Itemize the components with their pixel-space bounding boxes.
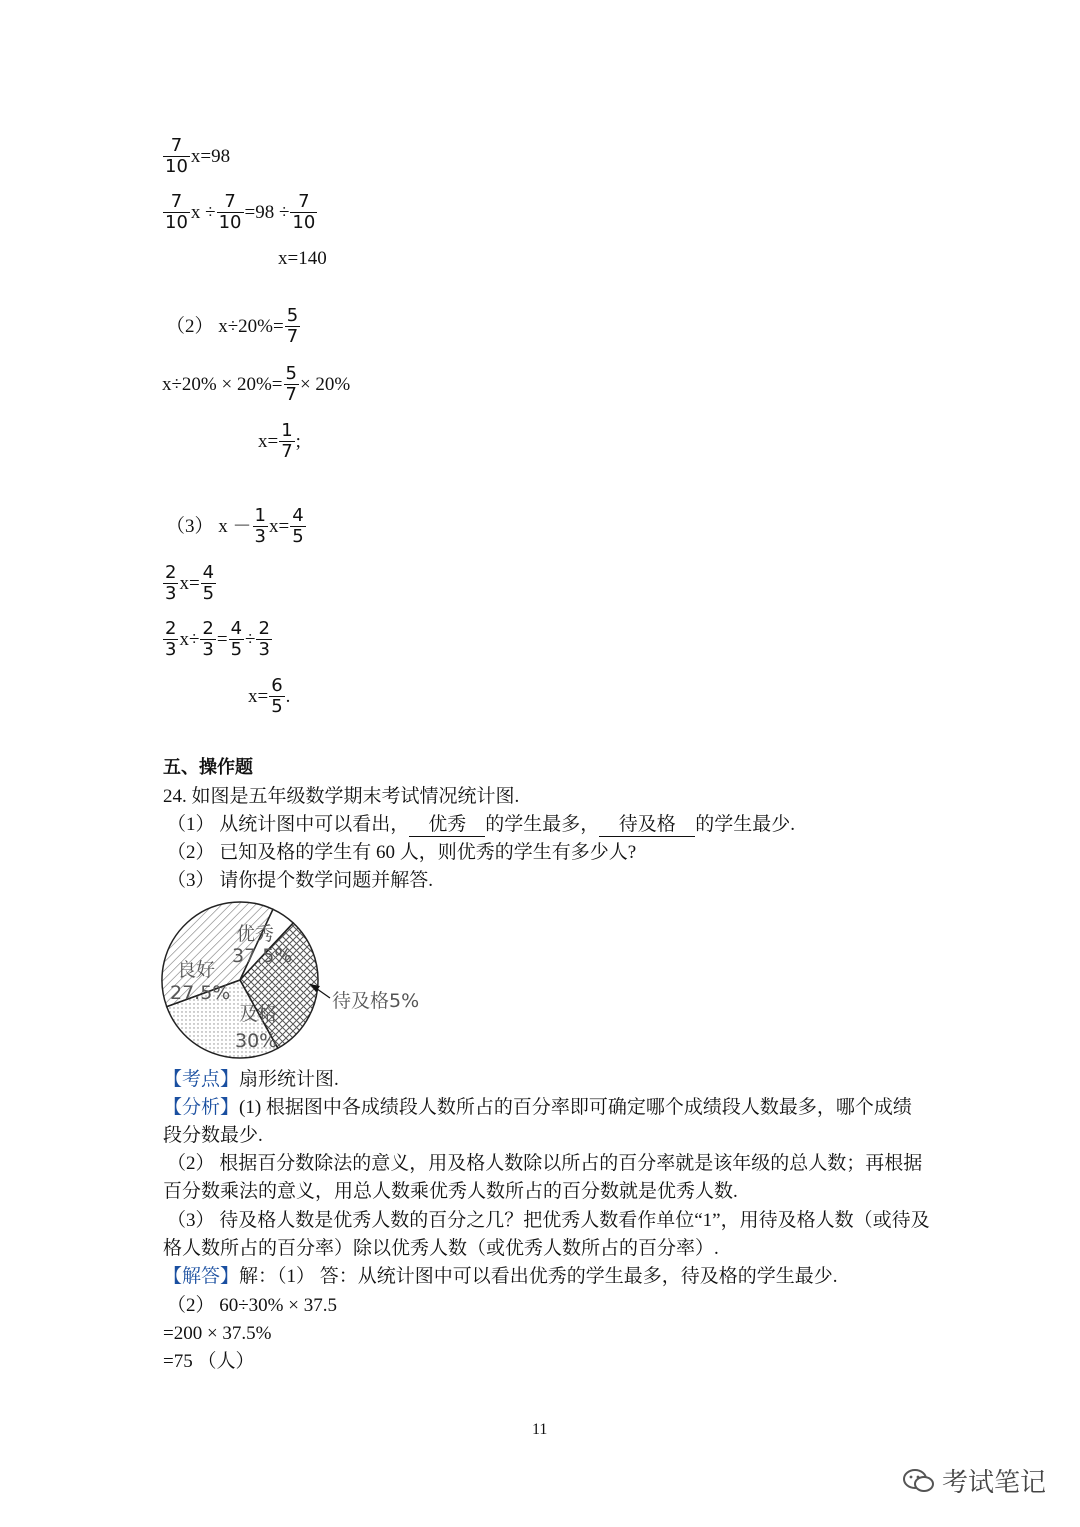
sol2-line2: x÷20% × 20%= $\frac{5}{7}$ × 20% <box>162 363 351 405</box>
sol3-line3: $\frac{2}{3}$ x÷ $\frac{2}{3}$ = $\frac{4}{5}$ ÷ $\frac{2}{3}$ <box>165 618 270 660</box>
fraction: $\frac{1}{7}$ <box>281 420 293 462</box>
sol3-line1: （3） x － $\frac{1}{3}$ x= $\frac{4}{5}$ <box>166 505 304 547</box>
section-title: 五、操作题 <box>163 757 253 778</box>
question-part3: （3） 请你提个数学问题并解答. <box>167 870 434 891</box>
fraction: $\frac{1}{3}$ <box>254 505 266 547</box>
fraction: $\frac{5}{7}$ <box>286 305 299 347</box>
fraction: $\frac{6}{5}$ <box>271 675 283 717</box>
fraction: $\frac{2}{3}$ <box>165 618 177 660</box>
value-lianghao: 27.5% <box>170 982 231 1004</box>
fraction: $\frac{4}{5}$ <box>292 505 304 547</box>
fraction: $\frac{2}{3}$ <box>258 618 270 660</box>
question-title: 24. 如图是五年级数学期末考试情况统计图. <box>163 786 520 807</box>
value-jige: 30% <box>235 1030 278 1052</box>
fraction: $\frac{7}{10}$ <box>165 135 188 177</box>
sol1-line3: x=140 <box>278 248 327 269</box>
fenxi-line3: （2） 根据百分数除法的意义，用及格人数除以所占的百分率就是该年级的总人数；再根据 <box>167 1153 923 1174</box>
question-part1: （1） 从统计图中可以看出， 优秀 的学生最多， 待及格 的学生最少. <box>167 814 796 835</box>
wechat-icon <box>902 1467 936 1495</box>
fraction: $\frac{7}{10}$ <box>218 191 242 233</box>
answer-blank-2: 待及格 <box>599 814 695 837</box>
question-part2: （2） 已知及格的学生有 60 人，则优秀的学生有多少人? <box>167 842 637 863</box>
calc-line3: =75 （人） <box>163 1351 255 1372</box>
fenxi-line4: 百分数乘法的意义，用总人数乘优秀人数所占的百分数就是优秀人数. <box>163 1181 738 1202</box>
fraction: $\frac{7}{10}$ <box>292 191 316 233</box>
pie-chart <box>160 898 435 1060</box>
value-youxiu: 37.5% <box>232 945 293 967</box>
fraction: $\frac{7}{10}$ <box>165 191 188 233</box>
fraction: $\frac{4}{5}$ <box>230 618 243 660</box>
calc-line2: =200 × 37.5% <box>163 1323 272 1344</box>
fraction: $\frac{5}{7}$ <box>285 363 297 405</box>
fenxi-line6: 格人数所占的百分率）除以优秀人数（或优秀人数所占的百分率）. <box>163 1238 719 1259</box>
calc-line1: （2） 60÷30% × 37.5 <box>167 1295 337 1316</box>
fraction: $\frac{2}{3}$ <box>202 618 214 660</box>
kaodian: 【考点】扇形统计图. <box>163 1069 339 1090</box>
watermark: 考试笔记 <box>902 1462 1046 1499</box>
fenxi-line2: 段分数最少. <box>163 1125 263 1146</box>
fenxi-line5: （3） 待及格人数是优秀人数的百分之几？把优秀人数看作单位“1”，用待及格人数（或待及 <box>167 1210 930 1231</box>
fraction: $\frac{4}{5}$ <box>202 562 215 604</box>
sol2-line1: （2） x÷20%= $\frac{5}{7}$ <box>166 305 299 347</box>
sol1-line1: $\frac{7}{10}$ x=98 <box>165 135 231 177</box>
sol3-line2: $\frac{2}{3}$ x= $\frac{4}{5}$ <box>165 562 215 604</box>
sol1-line2: $\frac{7}{10}$ x ÷ $\frac{7}{10}$ =98 ÷ $\frac{7}{10}$ <box>165 191 316 233</box>
label-youxiu: 优秀 <box>236 923 275 945</box>
label-daijige: 待及格5% <box>332 990 420 1012</box>
sol3-line4: x= $\frac{6}{5}$ . <box>248 675 291 717</box>
jieda: 【解答】解：（1） 答：从统计图中可以看出优秀的学生最多，待及格的学生最少. <box>163 1266 838 1287</box>
label-jige: 及格 <box>239 1003 278 1025</box>
sol2-line3: x= $\frac{1}{7}$ ; <box>258 420 301 462</box>
fraction: $\frac{2}{3}$ <box>165 562 177 604</box>
answer-blank-1: 优秀 <box>409 814 485 837</box>
fenxi-line1: 【分析】(1) 根据图中各成绩段人数所占的百分率即可确定哪个成绩段人数最多，哪个成绩 <box>163 1097 912 1118</box>
label-lianghao: 良好 <box>177 959 216 981</box>
page-number: 11 <box>532 1421 548 1438</box>
